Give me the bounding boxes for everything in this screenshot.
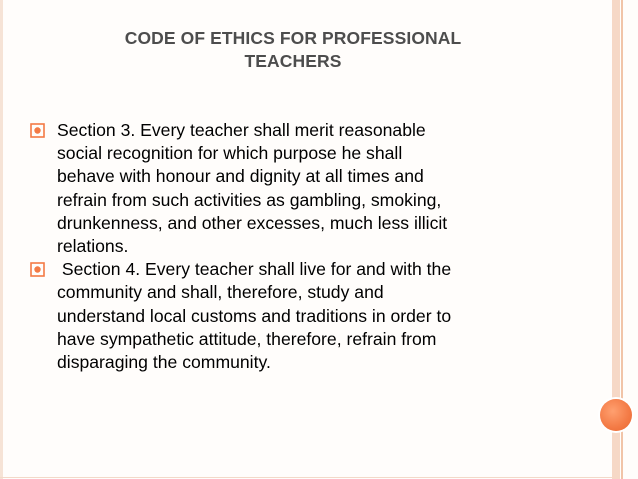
bullet-item-section-4 [30, 258, 590, 374]
slide-title [60, 27, 526, 73]
left-border-band [0, 0, 3, 479]
bullet-text-line: relations. [57, 236, 129, 257]
bullet-text-line: disparaging the community. [57, 352, 271, 373]
wingding-bullet-icon [30, 119, 46, 142]
title-line: CODE OF ETHICS FOR PROFESSIONAL [124, 28, 462, 48]
wingding-bullet-icon [30, 258, 46, 281]
bullet-text-line: Section 4. Every teacher shall live for and with the [57, 259, 452, 280]
bullet-text-line: social recognition for which purpose he shall [57, 143, 403, 164]
bullet-text-line: have sympathetic attitude, therefore, refrain from [57, 328, 437, 349]
orange-circle-decoration [600, 399, 632, 431]
bullet-list [30, 119, 590, 374]
bullet-item-section-3 [30, 119, 590, 258]
bullet-text-line: community and shall, therefore, study and [57, 282, 384, 303]
bullet-text-line: understand local customs and traditions in order to [57, 305, 452, 326]
title-line: TEACHERS [244, 51, 342, 71]
bullet-text-line: behave with honour and dignity at all times and [57, 166, 424, 187]
bottom-border-line [0, 477, 612, 478]
bullet-text-line: Section 3. Every teacher shall merit reasonable [57, 120, 426, 140]
bullet-text-line: drunkenness, and other excesses, much less illicit [57, 212, 448, 233]
bullet-text-line: refrain from such activities as gambling, smoking, [57, 189, 442, 210]
